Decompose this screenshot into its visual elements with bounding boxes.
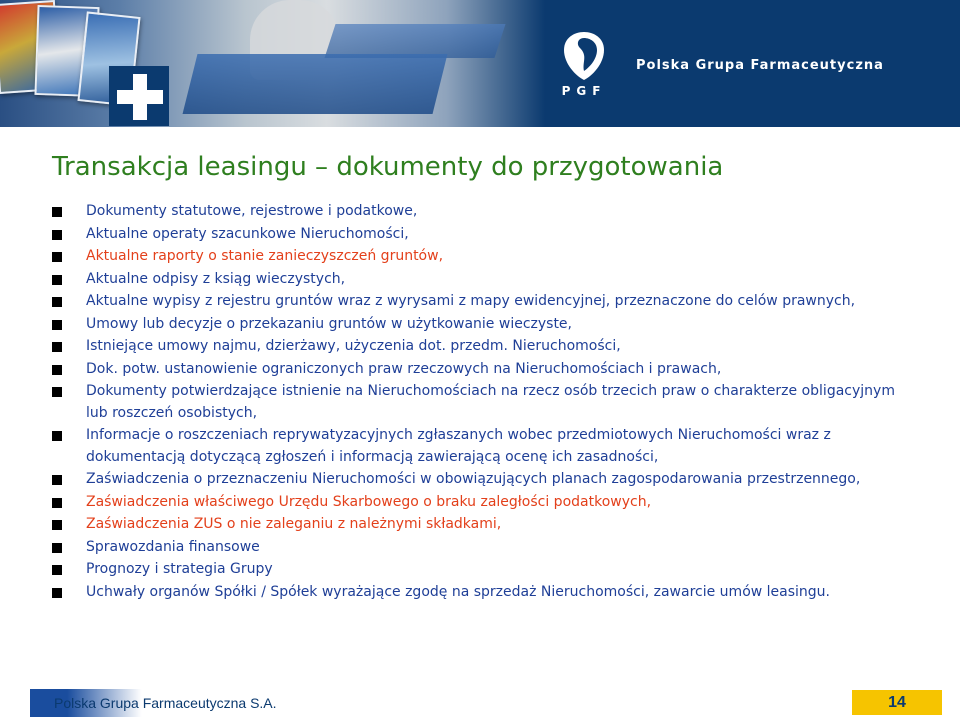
list-item-text: Aktualne odpisy z ksiąg wieczystych, [86,270,346,287]
square-bullet-icon [52,588,62,598]
list-item-text: Informacje o roszczeniach reprywatyzacyjnych zgłaszanych wobec przedmiotowych Nieruchomości wraz z dokumentacją dotyczącą zgłoszeń i informacją zawierającą ocenę ich zasadności, [86,427,831,465]
list-item [52,201,912,223]
list-item-text: Uchwały organów Spółki / Spółek wyrażające zgodę na sprzedaż Nieruchomości, zawarcie umów leasingu. [86,583,831,600]
list-item-text: Dokumenty potwierdzające istnienie na Nieruchomościach na rzecz osób trzecich praw o charakterze obligacyjnym lub roszczeń osobistych, [86,383,895,421]
list-item [52,492,912,514]
photo-conveyor-crate [183,54,448,114]
square-bullet-icon [52,387,62,397]
list-item [52,381,912,424]
list-item [52,359,912,381]
square-bullet-icon [52,543,62,553]
list-item-text: Istniejące umowy najmu, dzierżawy, użyczenia dot. przedm. Nieruchomości, [86,338,621,354]
list-item [52,269,912,291]
list-item [52,224,912,246]
square-bullet-icon [52,520,62,530]
list-item [52,514,912,536]
list-item [52,582,912,604]
list-item-text: Zaświadczenia ZUS o nie zaleganiu z należnymi składkami, [86,516,502,532]
list-item-text: Zaświadczenia o przeznaczeniu Nieruchomości w obowiązujących planach zagospodarowania przestrzennego, [86,471,861,487]
list-item [52,469,912,491]
square-bullet-icon [52,342,62,352]
list-item-text: Dok. potw. ustanowienie ograniczonych praw rzeczowych na Nieruchomościach i prawach, [86,360,722,377]
square-bullet-icon [52,207,62,217]
square-bullet-icon [52,275,62,285]
square-bullet-icon [52,230,62,240]
header-banner [0,0,960,127]
list-item [52,314,912,336]
list-item-text: Aktualne raporty o stanie zanieczyszczeń gruntów, [86,248,444,264]
list-item-text: Zaświadczenia właściwego Urzędu Skarbowego o braku zaległości podatkowych, [86,493,652,510]
logo-letters: PGF [561,84,607,98]
list-item-text: Aktualne wypisy z rejestru gruntów wraz z wyrysami z mapy ewidencyjnej, przeznaczone do celów prawnych, [86,293,856,309]
square-bullet-icon [52,498,62,508]
square-bullet-icon [52,565,62,575]
pgf-logo-icon [560,30,608,82]
list-item [52,336,912,358]
list-item-text: Umowy lub decyzje o przekazaniu gruntów w użytkowanie wieczyste, [86,315,572,332]
list-item [52,537,912,559]
photo-crate [324,24,505,58]
list-item [52,291,912,313]
square-bullet-icon [52,475,62,485]
square-bullet-icon [52,252,62,262]
list-item-text: Sprawozdania finansowe [86,538,260,555]
header-photo-collage [0,0,545,127]
list-item [52,246,912,268]
square-bullet-icon [52,365,62,375]
square-bullet-icon [52,297,62,307]
footer [0,689,960,720]
list-item-text: Dokumenty statutowe, rejestrowe i podatkowe, [86,203,418,219]
page-number-badge: 14 [852,690,942,715]
list-item [52,559,912,581]
list-item [52,425,912,468]
list-item-text: Aktualne operaty szacunkowe Nieruchomości, [86,225,409,242]
square-bullet-icon [52,431,62,441]
slide-title: Transakcja leasingu – dokumenty do przygotowania [52,152,724,182]
brand-name: Polska Grupa Farmaceutyczna [636,58,884,73]
footer-company: Polska Grupa Farmaceutyczna S.A. [54,695,277,711]
square-bullet-icon [52,320,62,330]
list-item-text: Prognozy i strategia Grupy [86,561,273,577]
document-list [52,201,912,604]
pharmacy-cross-horizontal [117,90,163,104]
